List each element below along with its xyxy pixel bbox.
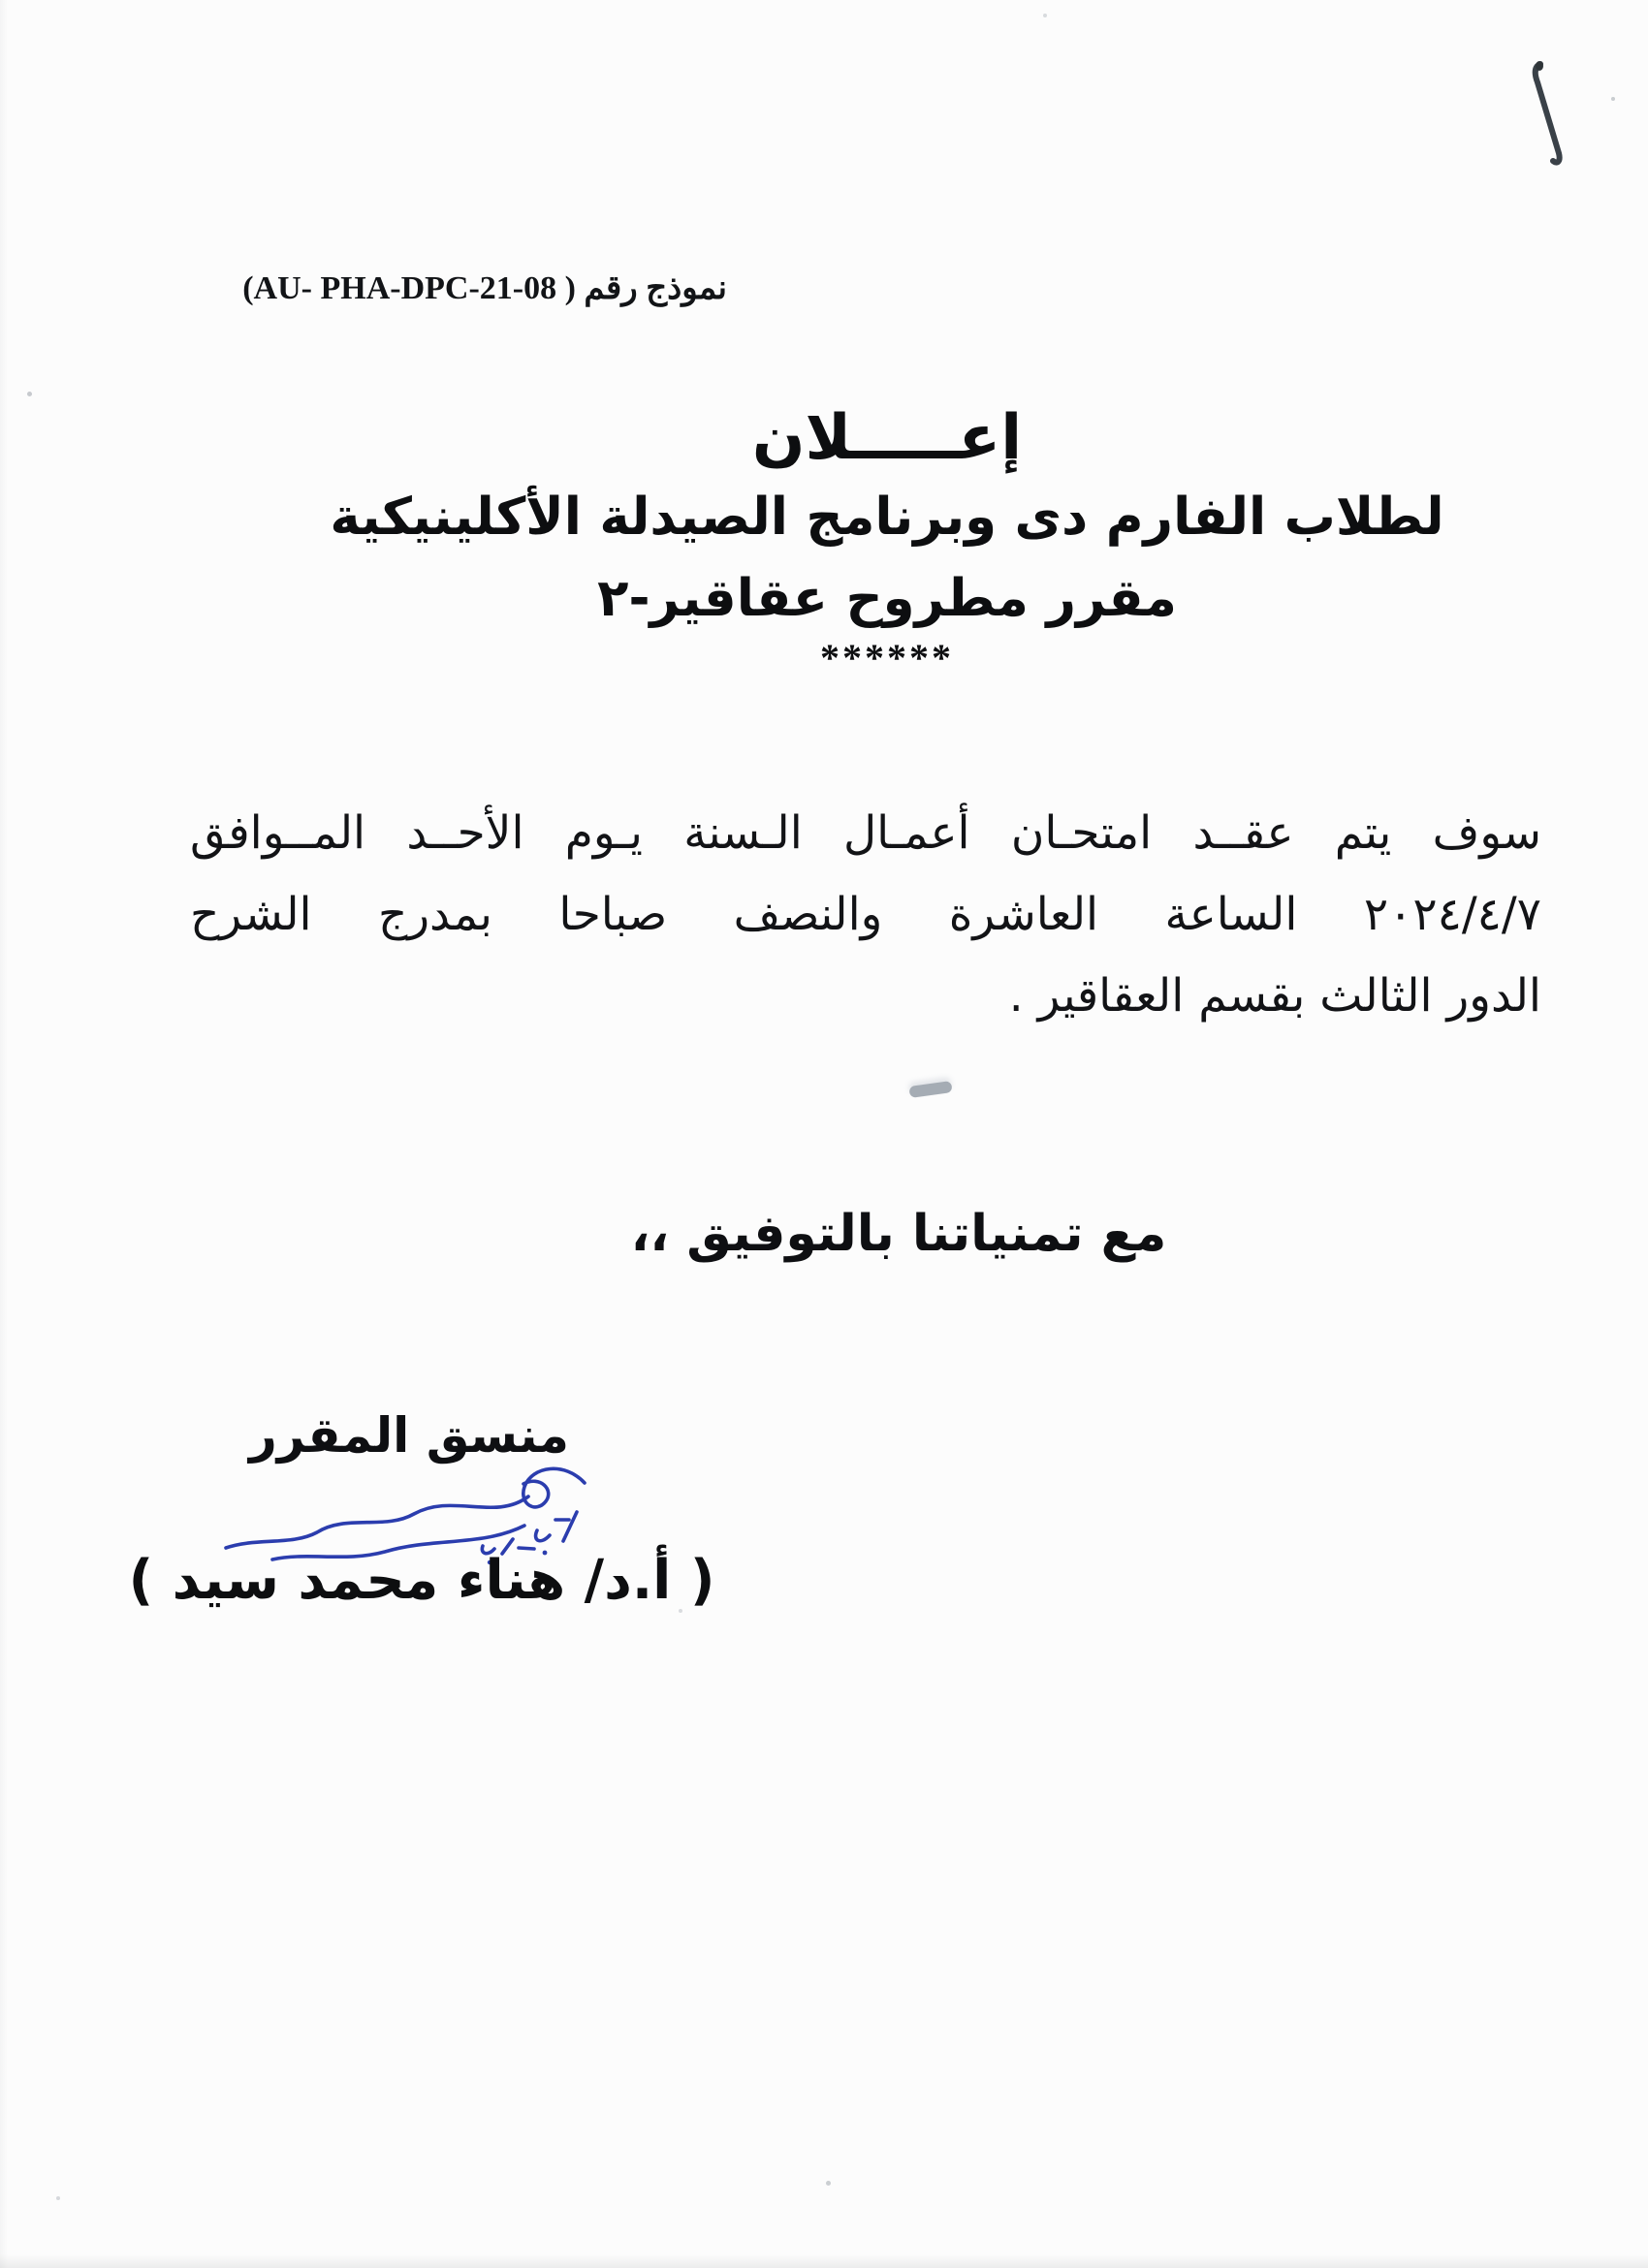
audience-line: لطلاب الفارم دى وبرنامج الصيدلة الأكلينيكية [330, 487, 1444, 547]
signature-role: منسق المقرر [248, 1407, 570, 1464]
pen-slash-mark [1527, 56, 1575, 174]
scan-speck [1611, 97, 1615, 101]
closing-wish: مع تمنياتنا بالتوفيق ،، [630, 1205, 1167, 1263]
scan-speck [679, 1609, 682, 1613]
scan-edge-shadow-bottom [0, 2254, 1648, 2268]
course-line: مقرر مطروح عقاقير-٢ [597, 569, 1177, 629]
body-line-3: الدور الثالث بقسم العقاقير . [1008, 969, 1541, 1023]
body-line-2: ٢٠٢٤/٤/٧ الساعة العاشرة والنصف صباحا بمدرج الشرح [190, 888, 1541, 941]
scan-speck [27, 392, 32, 396]
signature-name: ( أ.د/ هناء محمد سيد ) [128, 1549, 715, 1612]
asterisk-separator: ****** [820, 636, 954, 680]
scan-edge-shadow-left [0, 0, 8, 2268]
announcement-title: إعـــــلان [751, 402, 1023, 474]
body-paragraph [190, 793, 1541, 1037]
body-line-1: سوف يتم عقــد امتحـان أعمـال الـسنة يـوم الأحــد المــوافق [190, 806, 1541, 860]
scan-speck [826, 2181, 831, 2186]
form-number: نموذج رقم ( AU- PHA-DPC-21-08) [242, 270, 727, 306]
heading-block [208, 402, 1566, 680]
scan-smudge [908, 1081, 952, 1098]
scan-speck [56, 2196, 60, 2200]
scan-speck [1043, 14, 1047, 17]
